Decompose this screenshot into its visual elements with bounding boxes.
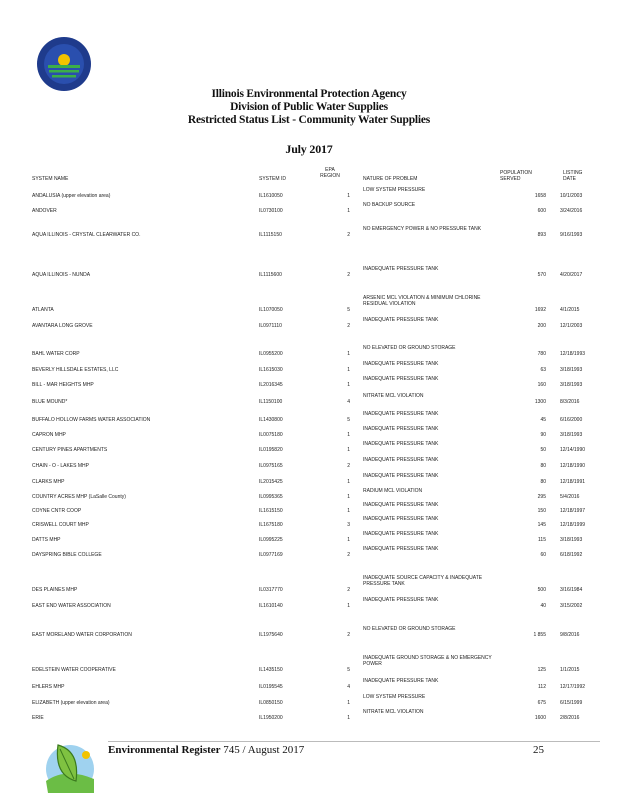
cell-date: 3/15/2002 — [560, 603, 583, 609]
cell-problem: INADEQUATE PRESSURE TANK — [363, 411, 439, 417]
cell-problem: INADEQUATE PRESSURE TANK — [363, 531, 439, 537]
cell-pop: 90 — [540, 432, 546, 438]
footer-title: Environmental Register — [108, 744, 221, 756]
cell-problem: INADEQUATE PRESSURE TANK — [363, 546, 439, 552]
cell-date: 12/14/1990 — [560, 447, 586, 453]
cell-date: 8/3/2016 — [560, 399, 580, 405]
col-population: POPULATION SERVED — [500, 170, 532, 182]
cell-id: IL0195820 — [259, 447, 283, 453]
cell-id: IL1975640 — [259, 632, 283, 638]
footer-publication — [108, 744, 304, 756]
cell-problem: NITRATE MCL VIOLATION — [363, 393, 424, 399]
cell-name: AQUA ILLINOIS - CRYSTAL CLEARWATER CO. — [32, 232, 141, 238]
cell-pop: 600 — [537, 208, 546, 214]
cell-date: 6/16/2000 — [560, 417, 583, 423]
cell-name: CLARKS MHP — [32, 479, 65, 485]
cell-id: IL1070050 — [259, 307, 283, 313]
cell-pop: 145 — [537, 522, 546, 528]
cell-pop: 60 — [540, 552, 546, 558]
cell-region: 2 — [347, 323, 350, 329]
footer-divider — [108, 741, 600, 742]
cell-date: 12/17/1992 — [560, 684, 586, 690]
cell-pop: 570 — [537, 272, 546, 278]
cell-problem: INADEQUATE PRESSURE TANK — [363, 678, 439, 684]
cell-problem: INADEQUATE PRESSURE TANK — [363, 266, 439, 272]
cell-problem: NO EMERGENCY POWER & NO PRESSURE TANK — [363, 226, 482, 232]
cell-problem: INADEQUATE PRESSURE TANK — [363, 376, 439, 382]
cell-id: IL1150100 — [259, 399, 283, 405]
cell-pop: 63 — [540, 367, 546, 373]
division-title: Division of Public Water Supplies — [230, 101, 388, 113]
cell-region: 2 — [347, 463, 350, 469]
cell-name: BAHL WATER CORP — [32, 351, 80, 357]
cell-date: 6/18/1992 — [560, 552, 583, 558]
cell-date: 12/18/1997 — [560, 508, 586, 514]
cell-region: 2 — [347, 587, 350, 593]
cell-problem: INADEQUATE PRESSURE TANK — [363, 317, 439, 323]
cell-id: IL1950200 — [259, 715, 283, 721]
cell-region: 4 — [347, 684, 350, 690]
cell-problem: INADEQUATE PRESSURE TANK — [363, 502, 439, 508]
cell-region: 2 — [347, 232, 350, 238]
cell-date: 1/1/2015 — [560, 667, 580, 673]
cell-name: ERIE — [32, 715, 44, 721]
cell-problem: NO BACKUP SOURCE — [363, 202, 416, 208]
cell-name: DES PLAINES MHP — [32, 587, 78, 593]
cell-region: 1 — [347, 447, 350, 453]
page-number: 25 — [533, 744, 544, 756]
cell-id: IL1435150 — [259, 667, 283, 673]
col-system-id: SYSTEM ID — [259, 176, 286, 182]
cell-region: 1 — [347, 193, 350, 199]
cell-problem: NO ELEVATED OR GROUND STORAGE — [363, 626, 456, 632]
cell-region: 1 — [347, 537, 350, 543]
cell-pop: 45 — [540, 417, 546, 423]
cell-problem: LOW SYSTEM PRESSURE — [363, 694, 426, 700]
cell-name: DAYSPRING BIBLE COLLEGE — [32, 552, 102, 558]
cell-id: IL1615150 — [259, 508, 283, 514]
cell-date: 12/18/1999 — [560, 522, 586, 528]
cell-pop: 1692 — [534, 307, 546, 313]
col-system-name: SYSTEM NAME — [32, 176, 69, 182]
cell-problem: NITRATE MCL VIOLATION — [363, 709, 424, 715]
report-period: July 2017 — [285, 142, 333, 156]
cell-region: 3 — [347, 522, 350, 528]
cell-id: IL1615030 — [259, 367, 283, 373]
cell-region: 1 — [347, 700, 350, 706]
cell-name: AVANTARA LONG GROVE — [32, 323, 93, 329]
cell-pop: 780 — [537, 351, 546, 357]
cell-region: 1 — [347, 479, 350, 485]
cell-name: DATTS MHP — [32, 537, 61, 543]
cell-name: EDELSTEIN WATER COOPERATIVE — [32, 667, 116, 673]
cell-date: 4/1/2015 — [560, 307, 580, 313]
cell-id: IL0317770 — [259, 587, 283, 593]
cell-date: 9/8/2016 — [560, 632, 580, 638]
cell-pop: 80 — [540, 463, 546, 469]
cell-region: 1 — [347, 715, 350, 721]
cell-date: 6/15/1999 — [560, 700, 583, 706]
cell-id: IL0995225 — [259, 537, 283, 543]
cell-id: IL1430800 — [259, 417, 283, 423]
cell-region: 1 — [347, 508, 350, 514]
cell-pop: 893 — [537, 232, 546, 238]
cell-name: CENTURY PINES APARTMENTS — [32, 447, 108, 453]
cell-date: 4/20/2017 — [560, 272, 583, 278]
cell-region: 1 — [347, 208, 350, 214]
cell-name: EAST MORELAND WATER CORPORATION — [32, 632, 132, 638]
cell-id: IL0075180 — [259, 432, 283, 438]
cell-problem: LOW SYSTEM PRESSURE — [363, 187, 426, 193]
cell-name: AQUA ILLINOIS - NUNDA — [32, 272, 91, 278]
col-epa-region: EPA REGION — [320, 167, 340, 179]
cell-id: IL1115150 — [259, 232, 282, 238]
cell-id: IL0995365 — [259, 494, 283, 500]
cell-date: 12/1/2003 — [560, 323, 583, 329]
cell-date: 5/4/2016 — [560, 494, 580, 500]
cell-problem: INADEQUATE PRESSURE TANK — [363, 361, 439, 367]
cell-date: 3/18/1993 — [560, 367, 583, 373]
cell-region: 2 — [347, 272, 350, 278]
environmental-register-logo-icon — [36, 737, 102, 797]
cell-name: COUNTRY ACRES MHP (LaSalle County) — [32, 494, 126, 500]
cell-name: ANDOVER — [32, 208, 57, 214]
cell-pop: 1 855 — [533, 632, 546, 638]
cell-id: IL2015425 — [259, 479, 283, 485]
cell-pop: 50 — [540, 447, 546, 453]
cell-date: 3/18/1993 — [560, 432, 583, 438]
cell-region: 1 — [347, 351, 350, 357]
cell-date: 9/16/1993 — [560, 232, 583, 238]
cell-id: IL0975165 — [259, 463, 283, 469]
list-title: Restricted Status List - Community Water Supplies — [187, 114, 431, 126]
cell-problem: INADEQUATE PRESSURE TANK — [363, 597, 439, 603]
cell-region: 1 — [347, 603, 350, 609]
cell-date: 3/16/1984 — [560, 587, 583, 593]
cell-name: BILL - MAR HEIGHTS MHP — [32, 382, 94, 388]
cell-date: 3/24/2016 — [560, 208, 583, 214]
cell-name: CHAIN - O - LAKES MHP — [32, 463, 89, 469]
cell-region: 1 — [347, 432, 350, 438]
cell-pop: 1600 — [534, 715, 546, 721]
footer-issue: 745 / August 2017 — [220, 744, 305, 756]
cell-id: IL0977169 — [259, 552, 283, 558]
cell-date: 12/18/1990 — [560, 463, 586, 469]
cell-region: 1 — [347, 494, 350, 500]
cell-id: IL1610140 — [259, 603, 283, 609]
cell-date: 2/8/2016 — [560, 715, 580, 721]
cell-date: 3/18/1993 — [560, 537, 583, 543]
cell-date: 12/18/1991 — [560, 479, 586, 485]
cell-problem: INADEQUATE PRESSURE TANK — [363, 441, 439, 447]
cell-problem: RADIUM MCL VIOLATION — [363, 488, 423, 494]
cell-problem: ARSENIC MCL VIOLATION & MINIMUM CHLORINE RESIDUAL VIOLATION — [363, 295, 481, 307]
cell-id: IL0195545 — [259, 684, 283, 690]
cell-pop: 675 — [537, 700, 546, 706]
cell-pop: 160 — [537, 382, 546, 388]
cell-id: IL1610050 — [259, 193, 283, 199]
cell-date: 3/18/1993 — [560, 382, 583, 388]
cell-pop: 200 — [537, 323, 546, 329]
cell-pop: 1658 — [534, 193, 546, 199]
cell-pop: 80 — [540, 479, 546, 485]
cell-id: IL0971110 — [259, 323, 282, 329]
cell-name: CAPRON MHP — [32, 432, 66, 438]
cell-date: 12/18/1993 — [560, 351, 586, 357]
cell-pop: 295 — [537, 494, 546, 500]
cell-name: ELIZABETH (upper elevation area) — [32, 700, 110, 706]
cell-region: 4 — [347, 399, 350, 405]
cell-region: 2 — [347, 552, 350, 558]
cell-name: BEVERLY HILLSDALE ESTATES, LLC — [32, 367, 119, 373]
cell-id: IL0730100 — [259, 208, 283, 214]
cell-problem: INADEQUATE SOURCE CAPACITY & INADEQUATE PRESSURE TANK — [363, 575, 483, 587]
cell-id: IL1115600 — [259, 272, 282, 278]
cell-name: COYNE CNTR COOP — [32, 508, 82, 514]
cell-name: BUFFALO HOLLOW FARMS WATER ASSOCIATION — [32, 417, 151, 423]
cell-name: EAST END WATER ASSOCIATION — [32, 603, 111, 609]
cell-region: 2 — [347, 632, 350, 638]
cell-pop: 500 — [537, 587, 546, 593]
cell-problem: INADEQUATE GROUND STORAGE & NO EMERGENCY POWER — [363, 655, 492, 667]
col-listing-date: LISTING DATE — [563, 170, 583, 182]
cell-problem: NO ELEVATED OR GROUND STORAGE — [363, 345, 456, 351]
cell-pop: 115 — [538, 537, 546, 543]
cell-region: 5 — [347, 307, 350, 313]
cell-pop: 40 — [540, 603, 546, 609]
cell-id: IL2016345 — [259, 382, 283, 388]
cell-region: 5 — [347, 417, 350, 423]
cell-date: 10/1/2003 — [560, 193, 583, 199]
cell-problem: INADEQUATE PRESSURE TANK — [363, 426, 439, 432]
cell-problem: INADEQUATE PRESSURE TANK — [363, 457, 439, 463]
cell-region: 5 — [347, 667, 350, 673]
cell-pop: 125 — [537, 667, 546, 673]
agency-title: Illinois Environmental Protection Agency — [211, 88, 407, 100]
cell-name: EHLERS MHP — [32, 684, 65, 690]
cell-id: IL1675180 — [259, 522, 283, 528]
cell-problem: INADEQUATE PRESSURE TANK — [363, 473, 439, 479]
cell-id: IL0850150 — [259, 700, 283, 706]
cell-name: CRISWELL COURT MHP — [32, 522, 89, 528]
cell-name: BLUE MOUND* — [32, 399, 68, 405]
cell-pop: 1300 — [534, 399, 546, 405]
cell-pop: 112 — [538, 684, 546, 690]
cell-id: IL0955200 — [259, 351, 283, 357]
cell-region: 1 — [347, 367, 350, 373]
cell-pop: 150 — [537, 508, 546, 514]
cell-name: ANDALUSIA (upper elevation area) — [32, 193, 111, 199]
col-problem: NATURE OF PROBLEM — [363, 176, 418, 182]
cell-region: 1 — [347, 382, 350, 388]
cell-problem: INADEQUATE PRESSURE TANK — [363, 516, 439, 522]
cell-name: ATLANTA — [32, 307, 54, 313]
